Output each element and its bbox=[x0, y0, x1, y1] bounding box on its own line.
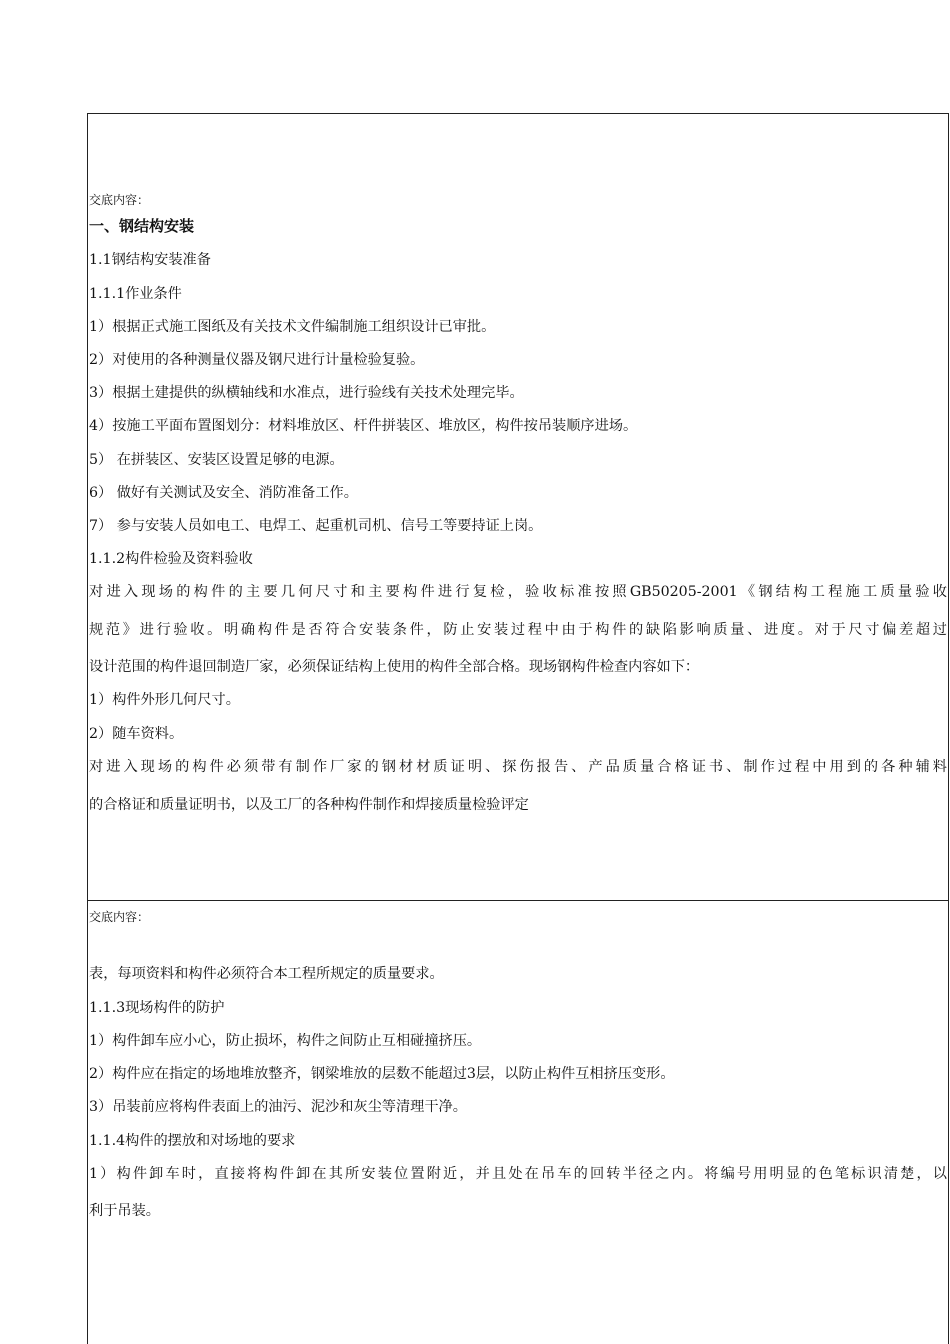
list-item: 1）构件外形几何尺寸。 bbox=[89, 692, 240, 708]
paragraph-line: 1）构件卸车时，直接将构件卸在其所安装位置附近，并且处在吊车的回转半径之内。将编号用明显的色笔标识清楚，以 bbox=[89, 1166, 947, 1182]
paragraph-line: 的合格证和质量证明书，以及工厂的各种构件制作和焊接质量检验评定 bbox=[89, 797, 529, 813]
paragraph-line: 对进入现场的构件必须带有制作厂家的钢材材质证明、探伤报告、产品质量合格证书、制作过程中用到的各种辅料 bbox=[89, 759, 947, 775]
section-label: 交底内容： bbox=[89, 193, 150, 207]
subsection-title: 1.1钢结构安装准备 bbox=[89, 252, 211, 268]
paragraph-line: 表，每项资料和构件必须符合本工程所规定的质量要求。 bbox=[89, 966, 444, 982]
list-item: 6） 做好有关测试及安全、消防准备工作。 bbox=[89, 485, 358, 501]
subsection-title: 1.1.1作业条件 bbox=[89, 286, 182, 302]
section-label: 交底内容： bbox=[89, 910, 150, 924]
subsection-title: 1.1.2构件检验及资料验收 bbox=[89, 551, 253, 567]
list-item: 7） 参与安装人员如电工、电焊工、起重机司机、信号工等要持证上岗。 bbox=[89, 518, 543, 534]
paragraph-line: 设计范围的构件退回制造厂家，必须保证结构上使用的构件全部合格。现场钢构件检查内容如下： bbox=[89, 659, 700, 675]
paragraph-line: 规范》进行验收。明确构件是否符合安装条件，防止安装过程中由于构件的缺陷影响质量、进度。对于尺寸偏差超过 bbox=[89, 622, 947, 638]
list-item: 2）对使用的各种测量仪器及钢尺进行计量检验复验。 bbox=[89, 352, 425, 368]
list-item: 3）根据土建提供的纵横轴线和水准点，进行验线有关技术处理完毕。 bbox=[89, 385, 524, 401]
list-item: 4）按施工平面布置图划分：材料堆放区、杆件拼装区、堆放区，构件按吊装顺序进场。 bbox=[89, 418, 638, 434]
list-item: 3）吊装前应将构件表面上的油污、泥沙和灰尘等清理干净。 bbox=[89, 1099, 467, 1115]
subsection-title: 1.1.3现场构件的防护 bbox=[89, 1000, 225, 1016]
list-item: 2）随车资料。 bbox=[89, 726, 184, 742]
list-item: 2）构件应在指定的场地堆放整齐，钢梁堆放的层数不能超过3层，以防止构件互相挤压变形。 bbox=[89, 1066, 675, 1082]
list-item: 5） 在拼装区、安装区设置足够的电源。 bbox=[89, 452, 344, 468]
paragraph-line: 利于吊装。 bbox=[89, 1203, 160, 1219]
list-item: 1）根据正式施工图纸及有关技术文件编制施工组织设计已审批。 bbox=[89, 319, 496, 335]
section-heading: 一、钢结构安装 bbox=[89, 217, 195, 235]
paragraph-line: 对进入现场的构件的主要几何尺寸和主要构件进行复检，验收标准按照GB50205-2001《钢结构工程施工质量验收 bbox=[89, 584, 947, 600]
list-item: 1）构件卸车应小心，防止损坏，构件之间防止互相碰撞挤压。 bbox=[89, 1033, 482, 1049]
subsection-title: 1.1.4构件的摆放和对场地的要求 bbox=[89, 1133, 296, 1149]
